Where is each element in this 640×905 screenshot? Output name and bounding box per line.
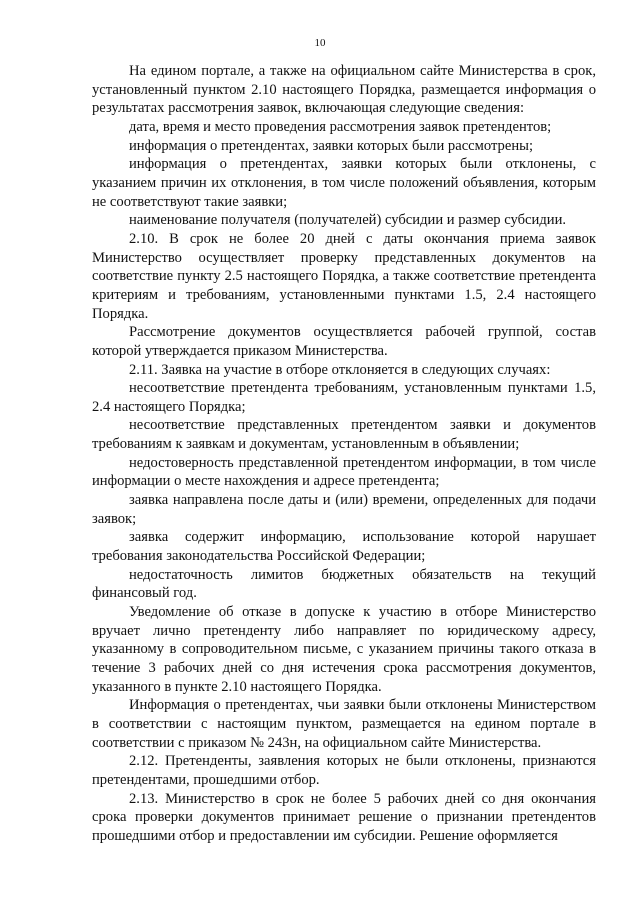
document-body [92,62,596,846]
paragraph: 2.13. Министерство в срок не более 5 рабочих дней со дня окончания срока проверки документов принимает решение о признании претендентов прошедшими отбор и предоставлении им субсидии. Решение оформляется [92,790,596,844]
paragraph: 2.11. Заявка на участие в отборе отклоняется в следующих случаях: [129,361,551,378]
page-number: 10 [314,37,326,49]
paragraph: 2.10. В срок не более 20 дней с даты окончания приема заявок Министерство осуществляет проверку представленных документов на соответствие пункту 2.5 настоящего Порядка, а также соответствие претендента критериям и требованиям, установленными пунктами 1.5, 2.4 настоящего Порядка. [92,230,596,322]
paragraph: заявка направлена после даты и (или) времени, определенных для подачи заявок; [92,492,596,527]
paragraph: недостаточность лимитов бюджетных обязательств на текущий финансовый год. [92,566,596,602]
paragraph: несоответствие представленных претендентом заявки и документов требованиям к заявкам и документам, установленным в объявлении; [92,417,596,453]
paragraph: 2.12. Претенденты, заявления которых не были отклонены, признаются претендентами, прошедшими отбор. [92,753,596,788]
paragraph: несоответствие претендента требованиям, установленным пунктами 1.5, 2.4 настоящего Порядка; [92,380,596,415]
paragraph: информация о претендентах, заявки которых были отклонены, с указанием причин их отклонения, в том числе положений объявления, которым не соответствуют такие заявки; [92,156,596,210]
paragraph: наименование получателя (получателей) субсидии и размер субсидии. [129,212,567,229]
paragraph: заявка содержит информацию, использование которой нарушает требования законодательства Российской Федерации; [92,529,596,565]
paragraph: Уведомление об отказе в допуске к участию в отборе Министерство вручает лично претенденту либо направляет по юридическому адресу, указанному в сопроводительном письме, с указанием причины такого отказа в течение 3 рабочих дней со дня истечения срока рассмотрения документов, указанного в пункте 2.10 настоящего Порядка. [92,604,596,695]
paragraph: информация о претендентах, заявки которых были рассмотрены; [129,137,533,154]
paragraph: Рассмотрение документов осуществляется рабочей группой, состав которой утверждается приказом Министерства. [92,324,596,359]
paragraph: дата, время и место проведения рассмотрения заявок претендентов; [129,118,552,135]
paragraph: На едином портале, а также на официальном сайте Министерства в срок, установленный пунктом 2.10 настоящего Порядка, размещается информация о результатах рассмотрения заявок, включающая следующие сведения: [92,63,596,117]
paragraph: недостоверность представленной претендентом информации, в том числе информации о месте нахождения и адресе претендента; [92,454,596,490]
paragraph: Информация о претендентах, чьи заявки были отклонены Министерством в соответствии с настоящим пунктом, размещается на едином портале в соответствии с приказом № 243н, на официальном сайте Министерства. [92,697,596,751]
